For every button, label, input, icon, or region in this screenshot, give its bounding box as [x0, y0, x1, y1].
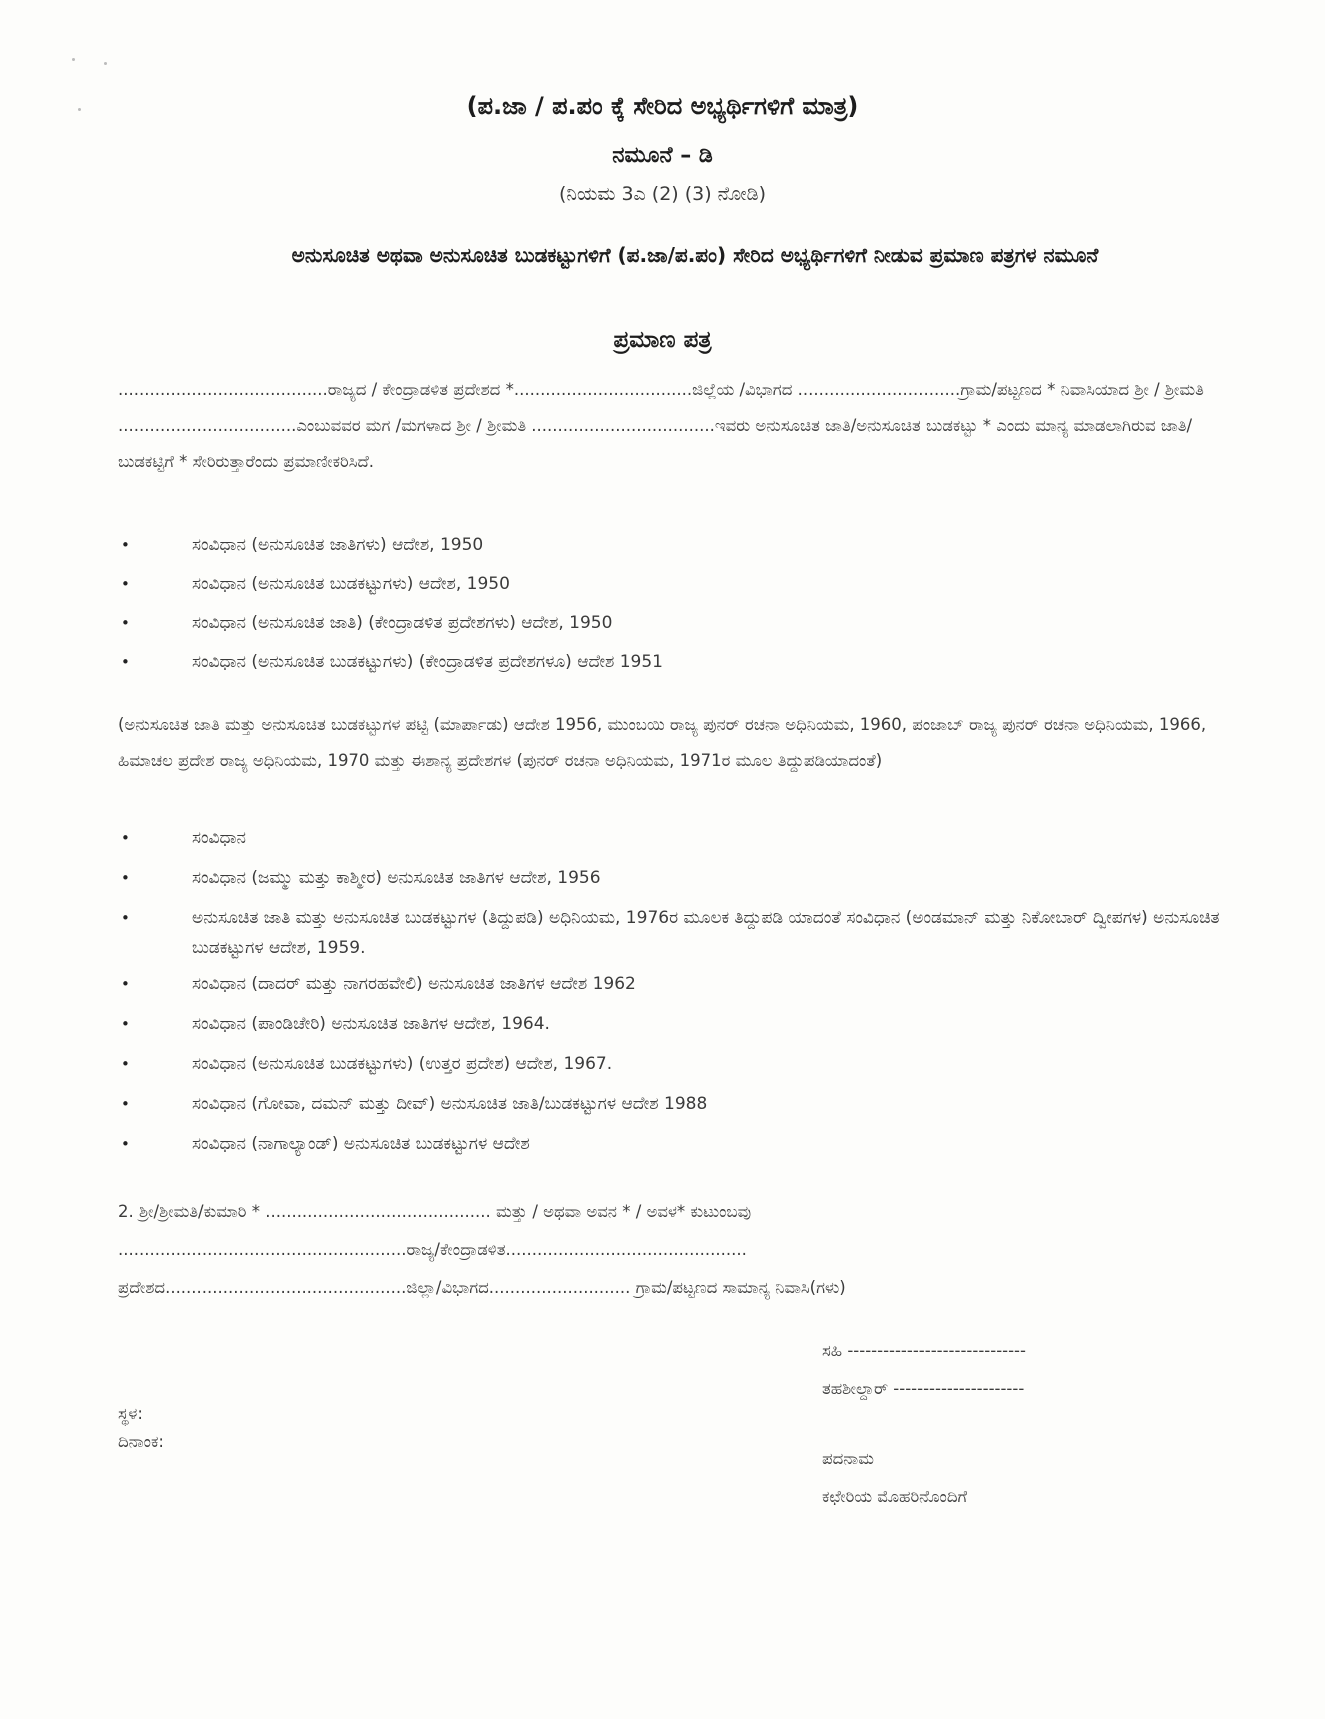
list-item — [118, 863, 1258, 903]
place-label: ಸ್ಥಳ: — [118, 1404, 143, 1423]
bullet-icon: • — [121, 653, 130, 671]
list-item — [118, 647, 1258, 686]
certificate-title: ಪ್ರಮಾಣ ಪತ್ರ — [613, 327, 712, 353]
bullet-icon: • — [121, 536, 130, 554]
signature-block — [822, 1332, 1026, 1408]
bullet-icon: • — [121, 909, 130, 927]
order-text: ಸಂವಿಧಾನ (ಅನುಸೂಚಿತ ಜಾತಿ) (ಕೇಂದ್ರಾಡಳಿತ ಪ್ರದೇಶಗಳು) ಆದೇಶ, 1950 — [192, 613, 613, 633]
orders-list-b — [118, 823, 1258, 1169]
scan-speck — [104, 62, 107, 65]
order-text: ಸಂವಿಧಾನ (ಅನುಸೂಚಿತ ಜಾತಿಗಳು) ಆದೇಶ, 1950 — [192, 535, 484, 555]
list-item — [118, 1009, 1258, 1049]
list-item — [118, 903, 1258, 969]
bullet-icon: • — [121, 1055, 130, 1073]
order-text: ಸಂವಿಧಾನ (ಅನುಸೂಚಿತ ಬುಡಕಟ್ಟುಗಳು) (ಉತ್ತರ ಪ್ರದೇಶ) ಆದೇಶ, 1967. — [192, 1054, 613, 1074]
order-text: ಸಂವಿಧಾನ (ಅನುಸೂಚಿತ ಬುಡಕಟ್ಟುಗಳು) (ಕೇಂದ್ರಾಡಳಿತ ಪ್ರದೇಶಗಳೂ) ಆದೇಶ 1951 — [192, 652, 663, 672]
order-text: ಸಂವಿಧಾನ (ದಾದರ್ ಮತ್ತು ನಾಗರಹವೇಲಿ) ಅನುಸೂಚಿತ ಜಾತಿಗಳ ಆದೇಶ 1962 — [192, 974, 636, 994]
order-text: ಸಂವಿಧಾನ (ಗೋವಾ, ದಮನ್ ಮತ್ತು ದೀವ್) ಅನುಸೂಚಿತ ಜಾತಿ/ಬುಡಕಟ್ಟುಗಳ ಆದೇಶ 1988 — [192, 1094, 708, 1114]
list-item — [118, 608, 1258, 647]
list-item — [118, 823, 1258, 863]
list-item — [118, 569, 1258, 608]
order-text: ಸಂವಿಧಾನ (ಜಮ್ಮು ಮತ್ತು ಕಾಶ್ಮೀರ) ಅನುಸೂಚಿತ ಜಾತಿಗಳ ಆದೇಶ, 1956 — [192, 868, 601, 888]
place-date-block — [118, 1400, 164, 1456]
form-heading: ಅನುಸೂಚಿತ ಅಥವಾ ಅನುಸೂಚಿತ ಬುಡಕಟ್ಟುಗಳಿಗೆ (ಪ.ಜಾ/ಪ.ಪಂ) ಸೇರಿದ ಅಭ್ಯರ್ಥಿಗಳಿಗೆ ನೀಡುವ ಪ್ರಮಾಣ ಪತ್ರಗಳ ನಮೂನೆ — [291, 243, 1099, 267]
residence-section — [118, 1193, 1258, 1307]
order-text: ಸಂವಿಧಾನ (ನಾಗಾಲ್ಯಾಂಡ್) ಅನುಸೂಚಿತ ಬುಡಕಟ್ಟುಗಳ ಆದೇಶ — [192, 1134, 530, 1154]
bullet-icon: • — [121, 1135, 130, 1153]
office-seal-label: ಕಛೇರಿಯ ಮೊಹರಿನೊಂದಿಗೆ — [822, 1487, 968, 1506]
residence-line-3: ಪ್ರದೇಶದ..............................................ಜಿಲ್ಲಾ/ವಿಭಾಗದ........................... ಗ್ರಾಮ/ಪಟ್ಟಣದ ಸಾಮಾನ್ಯ ನಿವಾಸಿ(ಗಳು) — [118, 1278, 846, 1297]
bullet-icon: • — [121, 1015, 130, 1033]
amendment-note: (ಅನುಸೂಚಿತ ಜಾತಿ ಮತ್ತು ಅನುಸೂಚಿತ ಬುಡಕಟ್ಟುಗಳ ಪಟ್ಟಿ (ಮಾರ್ಪಾಡು) ಆದೇಶ 1956, ಮುಂಬಯಿ ರಾಜ್ಯ ಪುನರ್ ರಚನಾ ಅಧಿನಿಯಮ, 1960, ಪಂಜಾಬ್ ರಾಜ್ಯ ಪುನರ್ ರಚನಾ ಅಧಿನಿಯಮ, 1966, ಹಿಮಾಚಲ ಪ್ರದೇಶ ರಾಜ್ಯ ಅಧಿನಿಯಮ, 1970 ಮತ್ತು ಈಶಾನ್ಯ ಪ್ರದೇಶಗಳ (ಪುನರ್ ರಚನಾ ಅಧಿನಿಯಮ, 1971ರ ಮೂಲ ತಿದ್ದುಪಡಿಯಾದಂತೆ) — [118, 715, 1207, 770]
order-text: ಅನುಸೂಚಿತ ಜಾತಿ ಮತ್ತು ಅನುಸೂಚಿತ ಬುಡಕಟ್ಟುಗಳ (ತಿದ್ದುಪಡಿ) ಅಧಿನಿಯಮ, 1976ರ ಮೂಲಕ ತಿದ್ದುಪಡಿ ಯಾದಂತೆ ಸಂವಿಧಾನ (ಅಂಡಮಾನ್ ಮತ್ತು ನಿಕೋಬಾರ್ ದ್ವೀಪಗಳ) ಅನುಸೂಚಿತ ಬುಡಕಟ್ಟುಗಳ ಆದೇಶ, 1959. — [192, 908, 1220, 958]
list-item — [118, 530, 1258, 569]
residence-line-1: 2. ಶ್ರೀ/ಶ್ರೀಮತಿ/ಕುಮಾರಿ * ........................................... ಮತ್ತು / ಅಥವಾ ಅವನ * / ಅವಳ* ಕುಟುಂಬವು — [118, 1202, 752, 1221]
designation-block — [822, 1440, 967, 1516]
order-text: ಸಂವಿಧಾನ — [192, 828, 246, 848]
bullet-icon: • — [121, 614, 130, 632]
certificate-paragraph: ........................................ರಾಜ್ಯದ / ಕೇಂದ್ರಾಡಳಿತ ಪ್ರದೇಶದ *..................................ಜಿಲ್ಲೆಯ /ವಿಭಾಗದ ...............................ಗ್ರಾಮ/ಪಟ್ಟಣದ * ನಿವಾಸಿಯಾದ ಶ್ರೀ / ಶ್ರೀಮತಿ ..................................ಎಂಬುವವರ ಮಗ /ಮಗಳಾದ ಶ್ರೀ / ಶ್ರೀಮತಿ ...................................ಇವರು ಅನುಸೂಚಿತ ಜಾತಿ/ಅನುಸೂಚಿತ ಬುಡಕಟ್ಟು * ಎಂದು ಮಾನ್ಯ ಮಾಡಲಾಗಿರುವ ಜಾತಿ/ಬುಡಕಟ್ಟಿಗೆ * ಸೇರಿರುತ್ತಾರೆಂದು ಪ್ರಮಾಣೀಕರಿಸಿದೆ. — [118, 380, 1204, 471]
eligibility-note: (ಪ.ಜಾ / ಪ.ಪಂ ಕ್ಕೆ ಸೇರಿದ ಅಭ್ಯರ್ಥಿಗಳಿಗೆ ಮಾತ್ರ) — [466, 92, 859, 120]
bullet-icon: • — [121, 975, 130, 993]
signature-line: ಸಹಿ ------------------------------ — [822, 1341, 1026, 1360]
list-item — [118, 1129, 1258, 1169]
orders-list-a — [118, 530, 1258, 686]
list-item — [118, 1049, 1258, 1089]
bullet-icon: • — [121, 829, 130, 847]
form-name: ನಮೂನೆ – ಡಿ — [612, 143, 713, 168]
residence-line-2: .......................................................ರಾಜ್ಯ/ಕೇಂದ್ರಾಡಳಿತ.............................................. — [118, 1240, 747, 1259]
scan-speck — [72, 58, 75, 61]
date-label: ದಿನಾಂಕ: — [118, 1432, 164, 1451]
bullet-icon: • — [121, 1095, 130, 1113]
designation-label: ಪದನಾಮ — [822, 1449, 874, 1468]
rule-reference: (ನಿಯಮ 3ಎ (2) (3) ನೋಡಿ) — [559, 183, 766, 205]
bullet-icon: • — [121, 575, 130, 593]
order-text: ಸಂವಿಧಾನ (ಪಾಂಡಿಚೇರಿ) ಅನುಸೂಚಿತ ಜಾತಿಗಳ ಆದೇಶ, 1964. — [192, 1014, 550, 1034]
list-item — [118, 969, 1258, 1009]
order-text: ಸಂವಿಧಾನ (ಅನುಸೂಚಿತ ಬುಡಕಟ್ಟುಗಳು) ಆದೇಶ, 1950 — [192, 574, 510, 594]
list-item — [118, 1089, 1258, 1129]
bullet-icon: • — [121, 869, 130, 887]
tahsildar-line: ತಹಶೀಲ್ದಾರ್ ---------------------- — [822, 1379, 1025, 1398]
